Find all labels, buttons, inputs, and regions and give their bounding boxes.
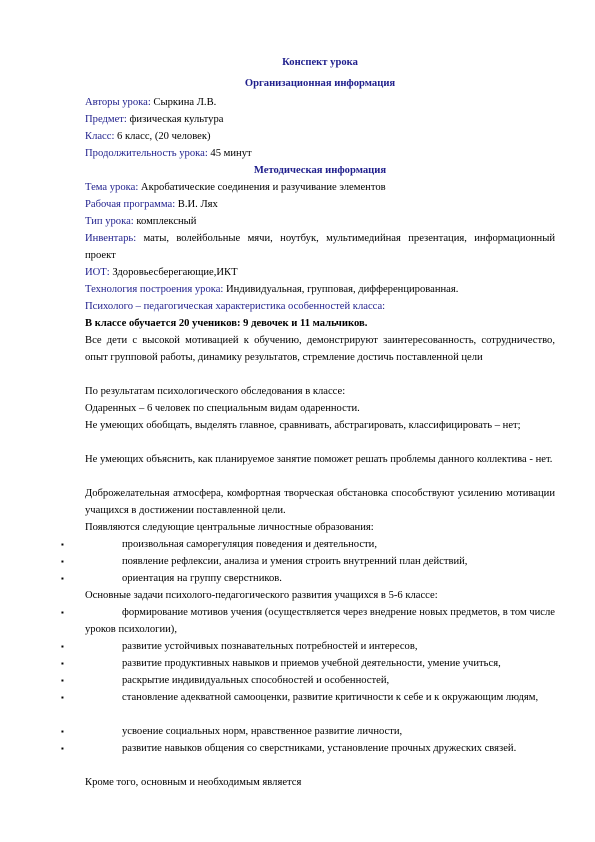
bullet-icon: ▪	[61, 676, 64, 685]
inventory-value: маты, волейбольные мячи, ноутбук, мультимедийная презентация, информационный проект	[85, 233, 555, 261]
program-value: В.И. Лях	[175, 199, 218, 210]
psych-heading: Психолого – педагогическая характеристика особенностей класса:	[85, 301, 386, 312]
type-label: Тип урока:	[85, 216, 134, 227]
iot-label: ИОТ:	[85, 267, 110, 278]
type-line	[85, 213, 555, 230]
program-label: Рабочая программа:	[85, 199, 176, 210]
class-label: Класс:	[85, 131, 115, 142]
tasks-intro: Основные задачи психолого-педагогического развития учащихся в 5-6 классе:	[85, 590, 438, 601]
topic-value: Акробатические соединения и разучивание элементов	[138, 182, 386, 193]
method-info-heading: Методическая информация	[253, 165, 387, 176]
org-info-heading: Организационная информация	[244, 78, 396, 89]
subject-line	[85, 111, 555, 128]
topic-label: Тема урока:	[85, 182, 139, 193]
authors-line	[85, 94, 555, 111]
bullet-icon: ▪	[61, 574, 64, 583]
atmosphere-paragraph: Доброжелательная атмосфера, комфортная творческая обстановка способствуют усилению мотивации учащихся в достижении поставленной цели.	[85, 488, 555, 516]
authors-label: Авторы урока:	[85, 97, 151, 108]
class-value: 6 класс, (20 человек)	[114, 131, 211, 142]
duration-value: 45 минут	[207, 148, 252, 159]
class-line	[85, 128, 555, 145]
document-title: Конспект урока	[282, 57, 358, 68]
list-item: ▪ развитие продуктивных навыков и приемов учебной деятельности, умение учиться,	[85, 655, 555, 672]
iot-line	[85, 264, 555, 281]
iot-value: Здоровьесберегающие,ИКТ	[109, 267, 238, 278]
all-children-paragraph: Все дети с высокой мотивацией к обучению, демонстрируют заинтересованность, сотрудничество, опыт групповой работы, динамику результатов, стремление достичь поставленной цели	[85, 335, 555, 363]
bullet-icon: ▪	[61, 659, 64, 668]
bullet-icon: ▪	[61, 727, 64, 736]
inventory-label: Инвентарь:	[85, 233, 137, 244]
list-item: ▪ становление адекватной самооценки, развитие критичности к себе и к окружающим людям,	[85, 689, 555, 723]
list-item: ▪ раскрытие индивидуальных способностей и особенностей,	[85, 672, 555, 689]
survey-results-text: По результатам психологического обследования в классе:	[85, 386, 346, 397]
bullet-icon: ▪	[61, 693, 64, 702]
technology-label: Технология построения урока:	[85, 284, 224, 295]
list-item: ▪ ориентация на группу сверстников.	[85, 570, 555, 587]
list-item: ▪ усвоение социальных норм, нравственное развитие личности,	[85, 723, 555, 740]
bullet-icon: ▪	[61, 608, 64, 617]
subject-value: физическая культура	[126, 114, 224, 125]
list-item: ▪ развитие устойчивых познавательных потребностей и интересов,	[85, 638, 555, 655]
bullet-icon: ▪	[61, 557, 64, 566]
list-item: ▪ произвольная саморегуляция поведения и деятельности,	[85, 536, 555, 553]
program-line	[85, 196, 555, 213]
list-item: ▪ развитие навыков общения со сверстниками, установление прочных дружеских связей.	[85, 740, 555, 774]
bullet-icon: ▪	[61, 642, 64, 651]
formations-intro: Появляются следующие центральные личностные образования:	[85, 522, 374, 533]
tasks-list	[61, 604, 555, 774]
bullet-icon: ▪	[61, 744, 64, 753]
formations-list	[61, 536, 555, 587]
subject-label: Предмет:	[85, 114, 127, 125]
technology-line	[85, 281, 555, 298]
inventory-paragraph	[85, 230, 555, 264]
list-item: ▪ появление рефлексии, анализа и умения строить внутренний план действий,	[85, 553, 555, 570]
duration-label: Продолжительность урока:	[85, 148, 208, 159]
authors-value: Сыркина Л.В.	[150, 97, 217, 108]
closing-text: Кроме того, основным и необходимым является	[85, 777, 302, 788]
class-count-text: В классе обучается 20 учеников: 9 девочек и 11 мальчиков.	[85, 318, 368, 329]
topic-line	[85, 179, 555, 196]
list-item: ▪ формирование мотивов учения (осуществляется через внедрение новых предметов, в том числе уроков психологии),	[85, 604, 555, 638]
not-able-explain-paragraph: Не умеющих объяснить, как планируемое занятие поможет решать проблемы данного коллектива - нет.	[85, 454, 553, 465]
not-able-generalize-paragraph: Не умеющих обобщать, выделять главное, сравнивать, абстрагировать, классифицировать – нет;	[85, 420, 521, 431]
bullet-icon: ▪	[61, 540, 64, 549]
document-page	[61, 52, 555, 791]
gifted-text: Одаренных – 6 человек по специальным видам одаренности.	[85, 403, 360, 414]
technology-value: Индивидуальная, групповая, дифференцированная.	[223, 284, 459, 295]
duration-line	[85, 145, 555, 162]
type-value: комплексный	[133, 216, 197, 227]
